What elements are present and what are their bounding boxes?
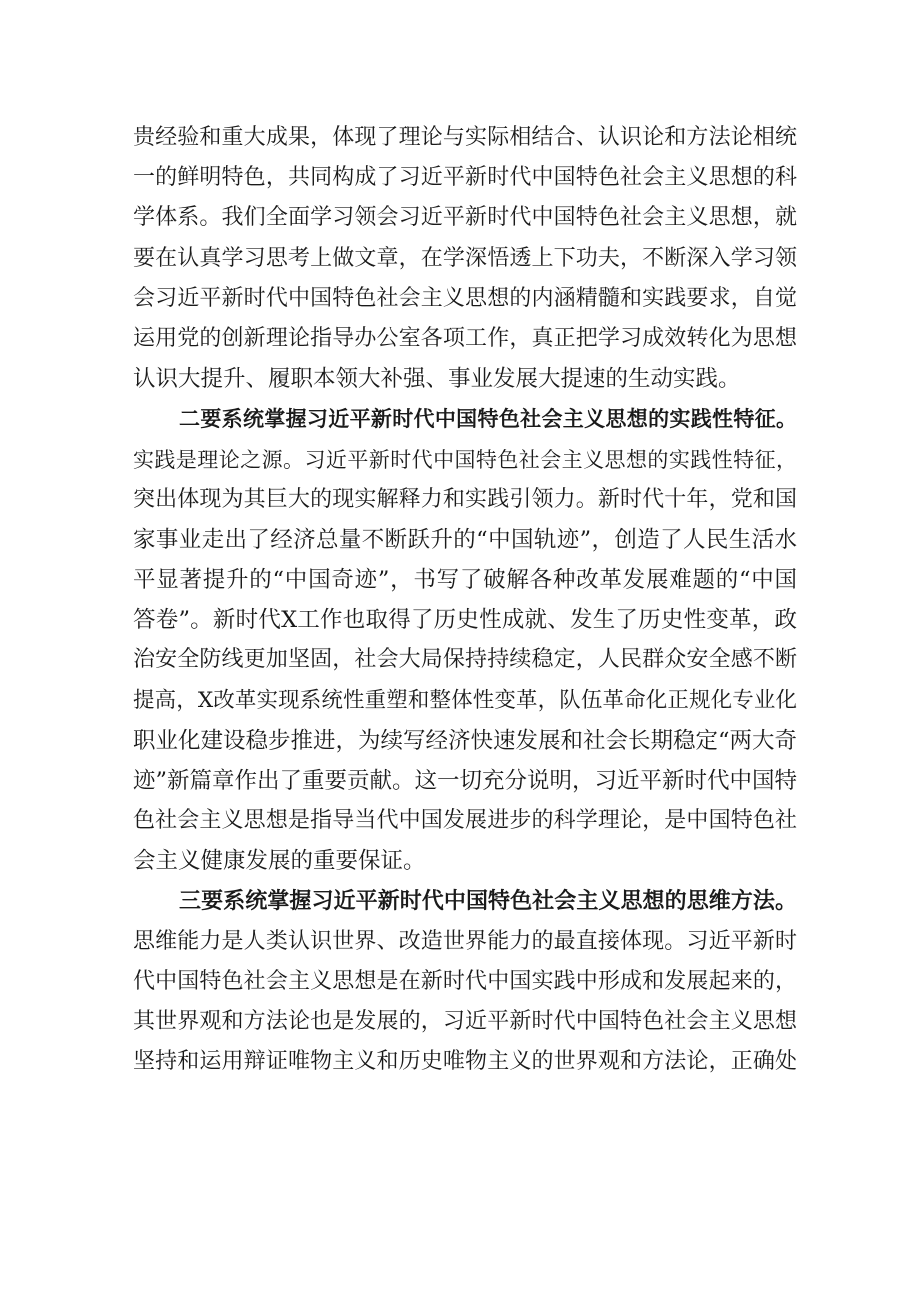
- section-heading: 三要系统掌握习近平新时代中国特色社会主义思想的思维方法。: [179, 888, 797, 914]
- text-line: 平显著提升的“中国奇迹”，书写了破解各种改革发展难题的“中国: [133, 567, 797, 594]
- text-line: 运用党的创新理论指导办公室各项工作，真正把学习成效转化为思想: [133, 325, 797, 351]
- text-line: 思维能力是人类认识世界、改造世界能力的最直接体现。习近平新时: [133, 928, 797, 954]
- text-line: 突出体现为其巨大的现实解释力和实践引领力。新时代十年，党和国: [133, 486, 797, 512]
- text-line: 一的鲜明特色，共同构成了习近平新时代中国特色社会主义思想的科: [133, 165, 797, 191]
- text-line: 职业化建设稳步推进，为续写经济快速发展和社会长期稳定“两大奇: [133, 727, 798, 754]
- document-body: [133, 118, 797, 1083]
- text-line: 提高，X改革实现系统性重塑和整体性变革，队伍革命化正规化专业化: [133, 687, 797, 713]
- text-line: 会习近平新时代中国特色社会主义思想的内涵精髓和实践要求，自觉: [133, 285, 797, 311]
- text-line: 认识大提升、履职本领大补强、事业发展大提速的生动实践。: [133, 366, 741, 393]
- text-line: 代中国特色社会主义思想是在新时代中国实践中形成和发展起来的，: [133, 968, 797, 994]
- text-line: 答卷”。新时代X工作也取得了历史性成就、发生了历史性变革，政: [133, 607, 797, 634]
- text-line: 会主义健康发展的重要保证。: [133, 848, 426, 875]
- text-line: 色社会主义思想是指导当代中国发展进步的科学理论，是中国特色社: [133, 808, 797, 834]
- text-line: 要在认真学习思考上做文章，在学深悟透上下功夫，不断深入学习领: [133, 245, 797, 271]
- text-line: 实践是理论之源。习近平新时代中国特色社会主义思想的实践性特征，: [133, 447, 797, 472]
- section-heading: 二要系统掌握习近平新时代中国特色社会主义思想的实践性特征。: [179, 407, 797, 432]
- text-line: 迹”新篇章作出了重要贡献。这一切充分说明，习近平新时代中国特: [133, 768, 798, 794]
- text-line: 其世界观和方法论也是发展的，习近平新时代中国特色社会主义思想: [133, 1009, 797, 1035]
- text-line: 家事业走出了经济总量不断跃升的“中国轨迹”，创造了人民生活水: [133, 526, 797, 553]
- text-line: 治安全防线更加坚固，社会大局保持持续稳定，人民群众安全感不断: [133, 647, 797, 673]
- text-line: 坚持和运用辩证唯物主义和历史唯物主义的世界观和方法论，正确处: [133, 1049, 797, 1075]
- text-line: 贵经验和重大成果，体现了理论与实际相结合、认识论和方法论相统: [133, 125, 797, 150]
- text-line: 学体系。我们全面学习领会习近平新时代中国特色社会主义思想，就: [133, 205, 797, 231]
